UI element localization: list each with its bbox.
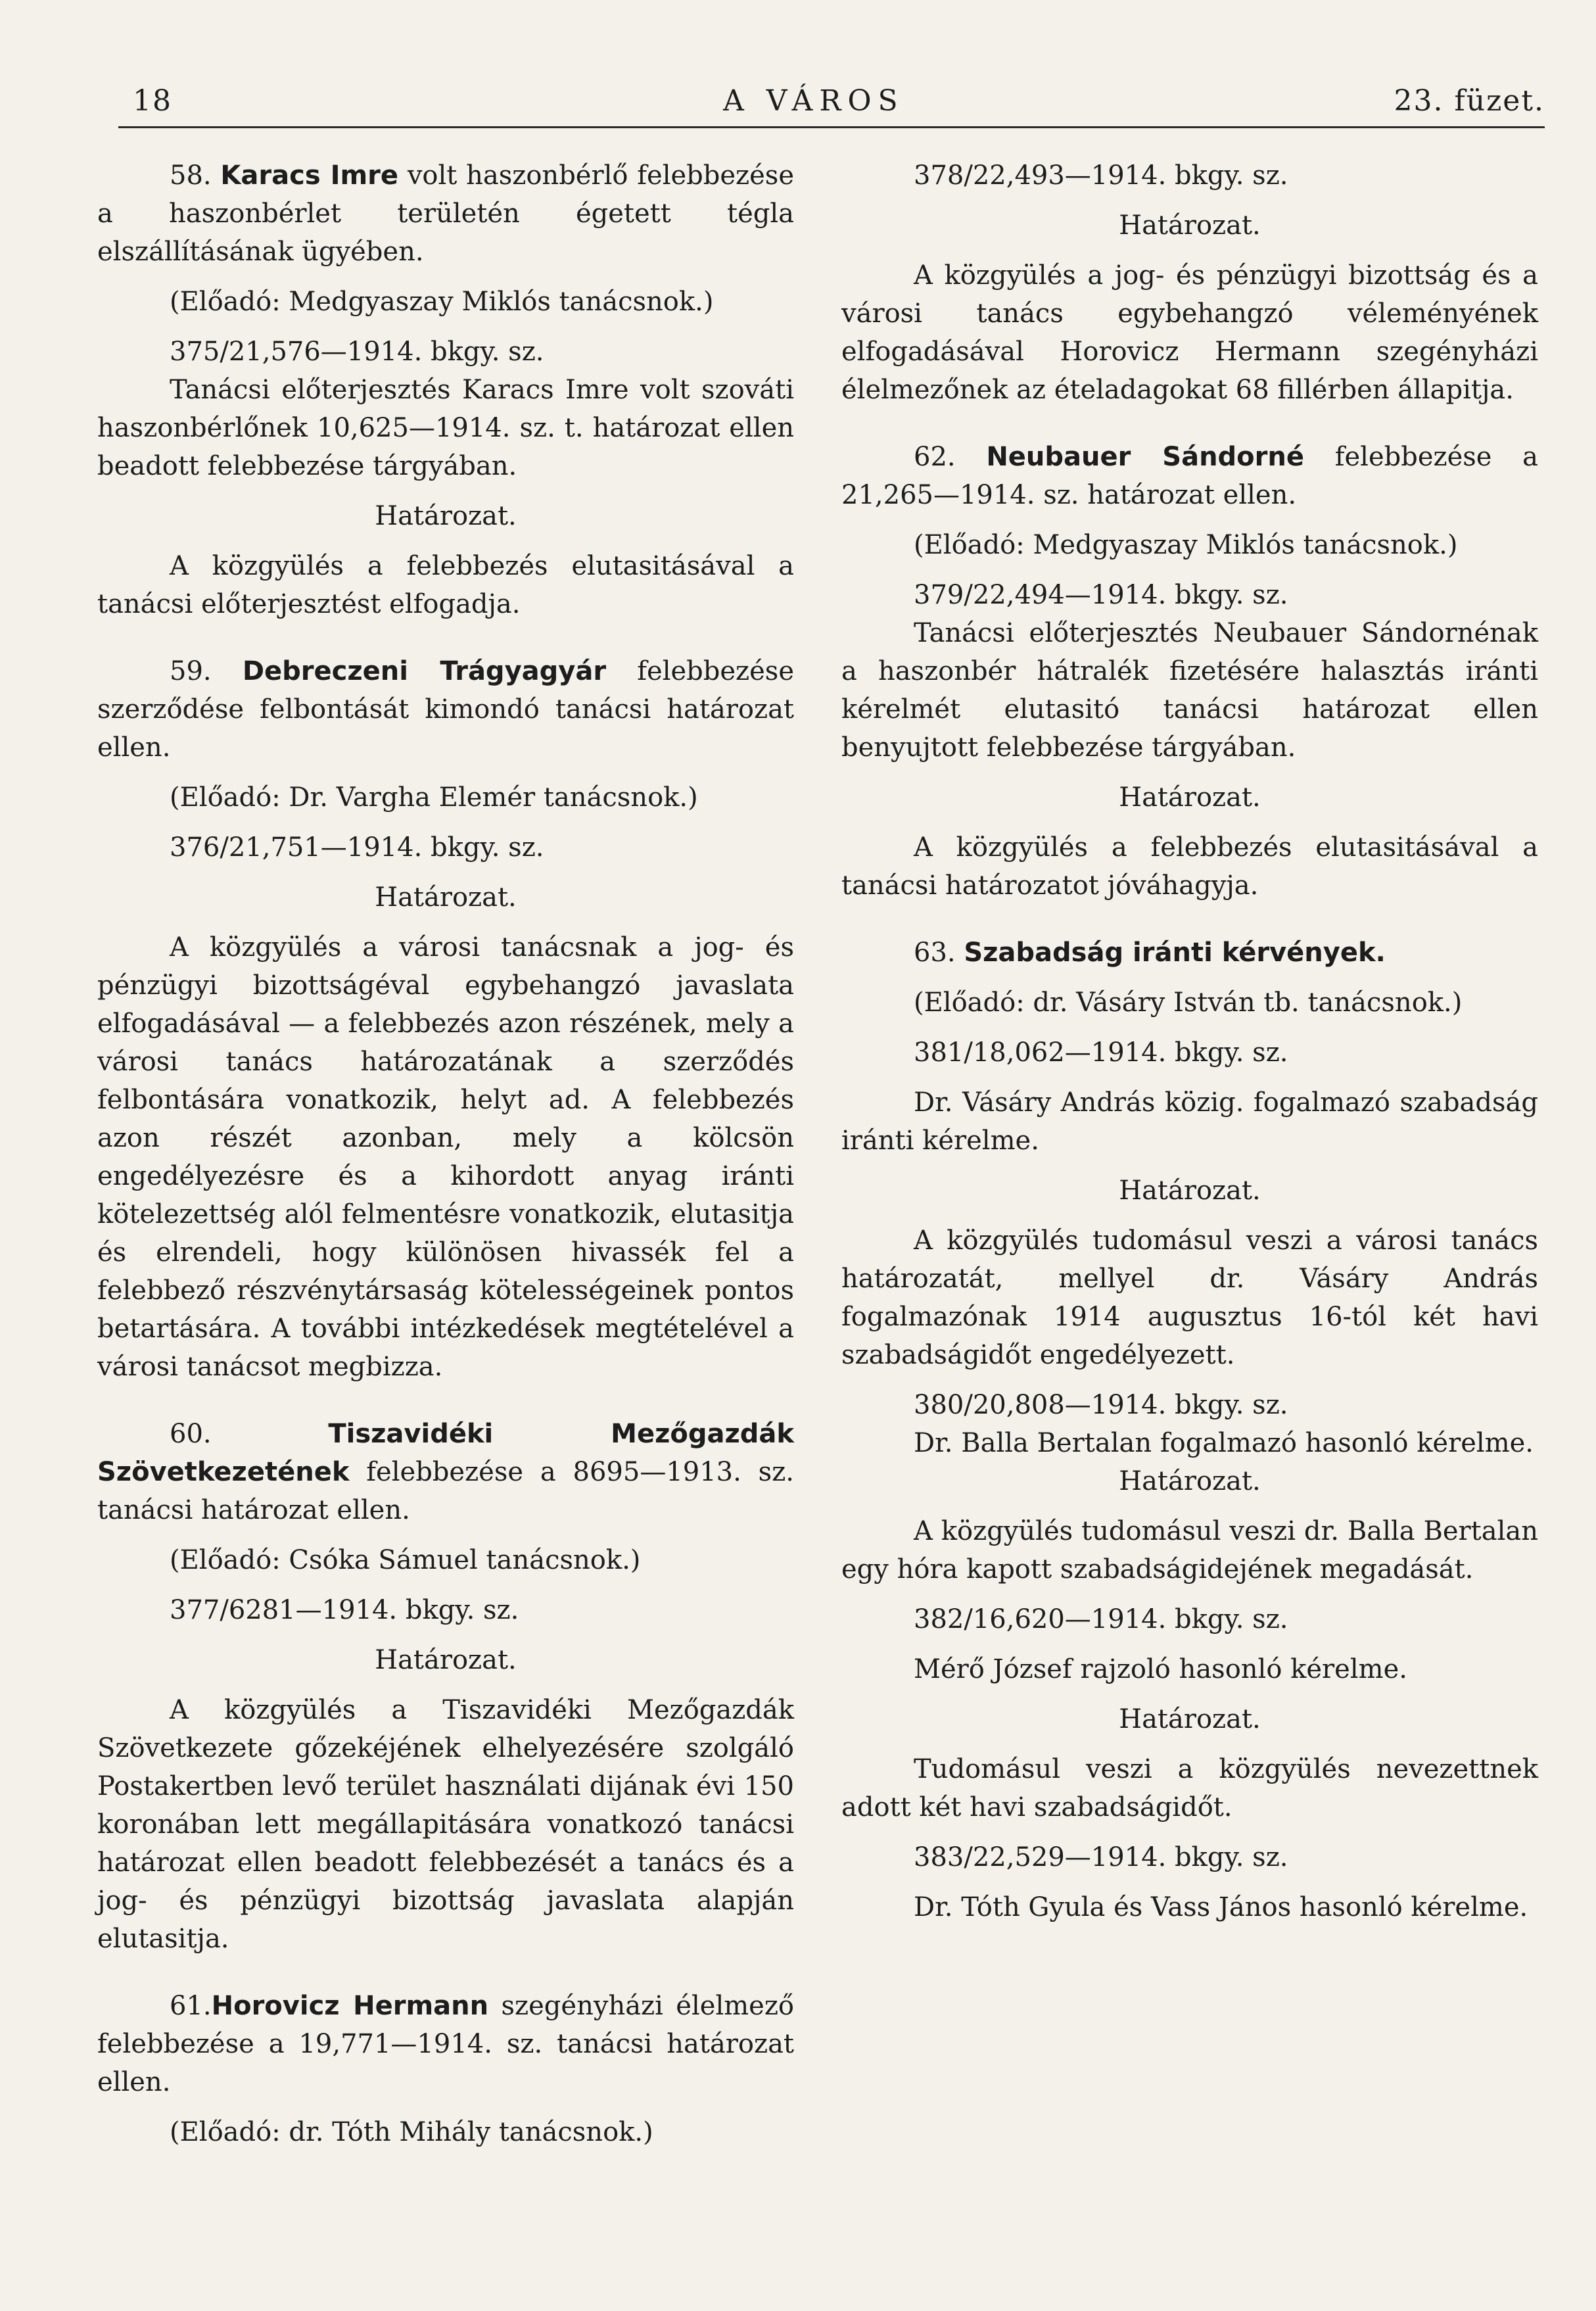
decision-heading: Határozat. [375, 501, 517, 531]
proposal-text: Tanácsi előterjesztés Neubauer Sándornénak a haszonbér hátralék fizetésére halasztás iránti kérelmét elutasitó tanácsi határozat ellen benyujtott felebbezése tárgyában. [841, 618, 1538, 763]
decision-text: A közgyülés a Tiszavidéki Mezőgazdák Szövetkezete gőzekéjének elhelyezésére szolgáló Postakertben levő terület használati dijának évi 150 koronában lett megállapitására vonatkozó tanácsi határozat ellen beadott felebbezését a tanács és a jog- és pénzügyi bizottság javaslata alapján elutasitja. [97, 1695, 794, 1954]
reference-number: 383/22,529—1914. bkgy. sz. [914, 1842, 1288, 1872]
decision-heading: Határozat. [375, 882, 517, 913]
item-number: 63. [914, 938, 956, 968]
left-column [97, 156, 794, 2151]
page-number: 18 [133, 84, 172, 118]
reference-number: 381/18,062—1914. bkgy. sz. [914, 1037, 1288, 1068]
reference-number: 376/21,751—1914. bkgy. sz. [170, 832, 544, 863]
header-rule [118, 126, 1545, 128]
decision-text: A közgyülés a felebbezés elutasitásával a tanácsi határozatot jóváhagyja. [841, 832, 1538, 901]
item-number: 62. [914, 442, 956, 472]
decision-heading: Határozat. [1119, 1176, 1261, 1206]
item-subject: felebbezése a 21,265—1914. sz. határozat ellen. [841, 442, 1539, 510]
item-name: Szabadság iránti kérvények. [964, 938, 1386, 968]
item-subject: felebbezése szerződése felbontását kimondó tanácsi határozat ellen. [97, 656, 795, 763]
item-name: Tiszavidéki Mezőgazdák Szövetkezetének [97, 1419, 794, 1487]
request-text: Mérő József rajzoló hasonló kérelme. [914, 1654, 1407, 1684]
issue-number: 23. füzet. [1394, 84, 1545, 118]
item-61-title [97, 1987, 794, 2101]
speaker-line: (Előadó: Medgyaszay Miklós tanácsnok.) [170, 287, 714, 317]
speaker-line: (Előadó: Dr. Vargha Elemér tanácsnok.) [170, 782, 698, 813]
item-name: Debreczeni Trágyagyár [242, 656, 607, 686]
speaker-line: (Előadó: dr. Vásáry István tb. tanácsnok.) [914, 988, 1463, 1018]
decision-text: A közgyülés a felebbezés elutasitásával a tanácsi előterjesztést elfogadja. [97, 551, 794, 619]
decision-heading: Határozat. [1119, 210, 1261, 241]
decision-heading: Határozat. [1119, 1466, 1261, 1496]
reference-number: 380/20,808—1914. bkgy. sz. [914, 1390, 1288, 1420]
decision-heading: Határozat. [375, 1645, 517, 1675]
journal-title: A VÁROS [723, 84, 904, 118]
reference-number: 378/22,493—1914. bkgy. sz. [914, 160, 1288, 191]
proposal-text: Tanácsi előterjesztés Karacs Imre volt szováti haszonbérlőnek 10,625—1914. sz. t. határozat ellen beadott felebbezése tárgyában. [97, 375, 794, 481]
request-text: Dr. Tóth Gyula és Vass János hasonló kérelme. [914, 1892, 1528, 1922]
item-60-title [97, 1415, 794, 1529]
item-63-title [841, 934, 1538, 972]
reference-number: 379/22,494—1914. bkgy. sz. [914, 580, 1288, 610]
item-name: Karacs Imre [220, 160, 399, 191]
item-number: 61. [170, 1991, 212, 2021]
reference-number: 382/16,620—1914. bkgy. sz. [914, 1604, 1288, 1634]
speaker-line: (Előadó: Medgyaszay Miklós tanácsnok.) [914, 530, 1458, 560]
item-subject: szegényházi élelmező felebbezése a 19,771—1914. sz. tanácsi határozat ellen. [97, 1991, 794, 2097]
reference-number: 375/21,576—1914. bkgy. sz. [170, 337, 544, 367]
speaker-line: (Előadó: dr. Tóth Mihály tanácsnok.) [170, 2117, 653, 2147]
item-number: 59. [170, 656, 212, 686]
decision-heading: Határozat. [1119, 1704, 1261, 1734]
item-name: Neubauer Sándorné [986, 442, 1304, 472]
item-59-title [97, 652, 794, 767]
item-number: 60. [170, 1419, 212, 1449]
right-column [841, 156, 1538, 1926]
decision-text: A közgyülés a jog- és pénzügyi bizottság és a városi tanács egybehangzó véleményének elfogadásával Horovicz Hermann szegényházi élelmezőnek az ételadagokat 68 fillérben állapitja. [841, 260, 1538, 405]
item-62-title [841, 438, 1538, 514]
decision-heading: Határozat. [1119, 782, 1261, 813]
speaker-line: (Előadó: Csóka Sámuel tanácsnok.) [170, 1545, 641, 1575]
item-subject: felebbezése a 8695—1913. sz. tanácsi határozat ellen. [97, 1457, 794, 1525]
item-number: 58. [170, 160, 212, 191]
request-text: Dr. Balla Bertalan fogalmazó hasonló kérelme. [914, 1428, 1534, 1458]
item-subject: volt haszonbérlő felebbezése a haszonbérlet területén égetett tégla elszállításának ügyében. [97, 160, 795, 267]
request-text: Dr. Vásáry András közig. fogalmazó szabadság iránti kérelme. [841, 1087, 1538, 1156]
decision-text: A közgyülés a városi tanácsnak a jog- és pénzügyi bizottságéval egybehangzó javaslata elfogadásával — a felebbezés azon részének, mely a városi tanács határozatának a szerződés felbontására vonatkozik, helyt ad. A felebbezés azon részét azonban, mely a kölcsön engedélyezésre és a kihordott anyag iránti kötelezettség alól felmentésre vonatkozik, elutasitja és elrendeli, hogy különösen hivassék fel a felebbező részvénytársaság kötelességeinek pontos betartására. A további intézkedések megtételével a városi tanácsot megbizza. [97, 932, 794, 1382]
decision-text: A közgyülés tudomásul veszi dr. Balla Bertalan egy hóra kapott szabadságidejének megadását. [841, 1516, 1538, 1584]
item-58-title [97, 156, 794, 271]
reference-number: 377/6281—1914. bkgy. sz. [170, 1595, 519, 1625]
item-name: Horovicz Hermann [211, 1991, 489, 2021]
running-header [118, 84, 1545, 130]
decision-text: A közgyülés tudomásul veszi a városi tanács határozatát, mellyel dr. Vásáry András fogalmazónak 1914 augusztus 16-tól két havi szabadságidőt engedélyezett. [841, 1226, 1538, 1370]
decision-text: Tudomásul veszi a közgyülés nevezettnek adott két havi szabadságidőt. [841, 1754, 1538, 1823]
